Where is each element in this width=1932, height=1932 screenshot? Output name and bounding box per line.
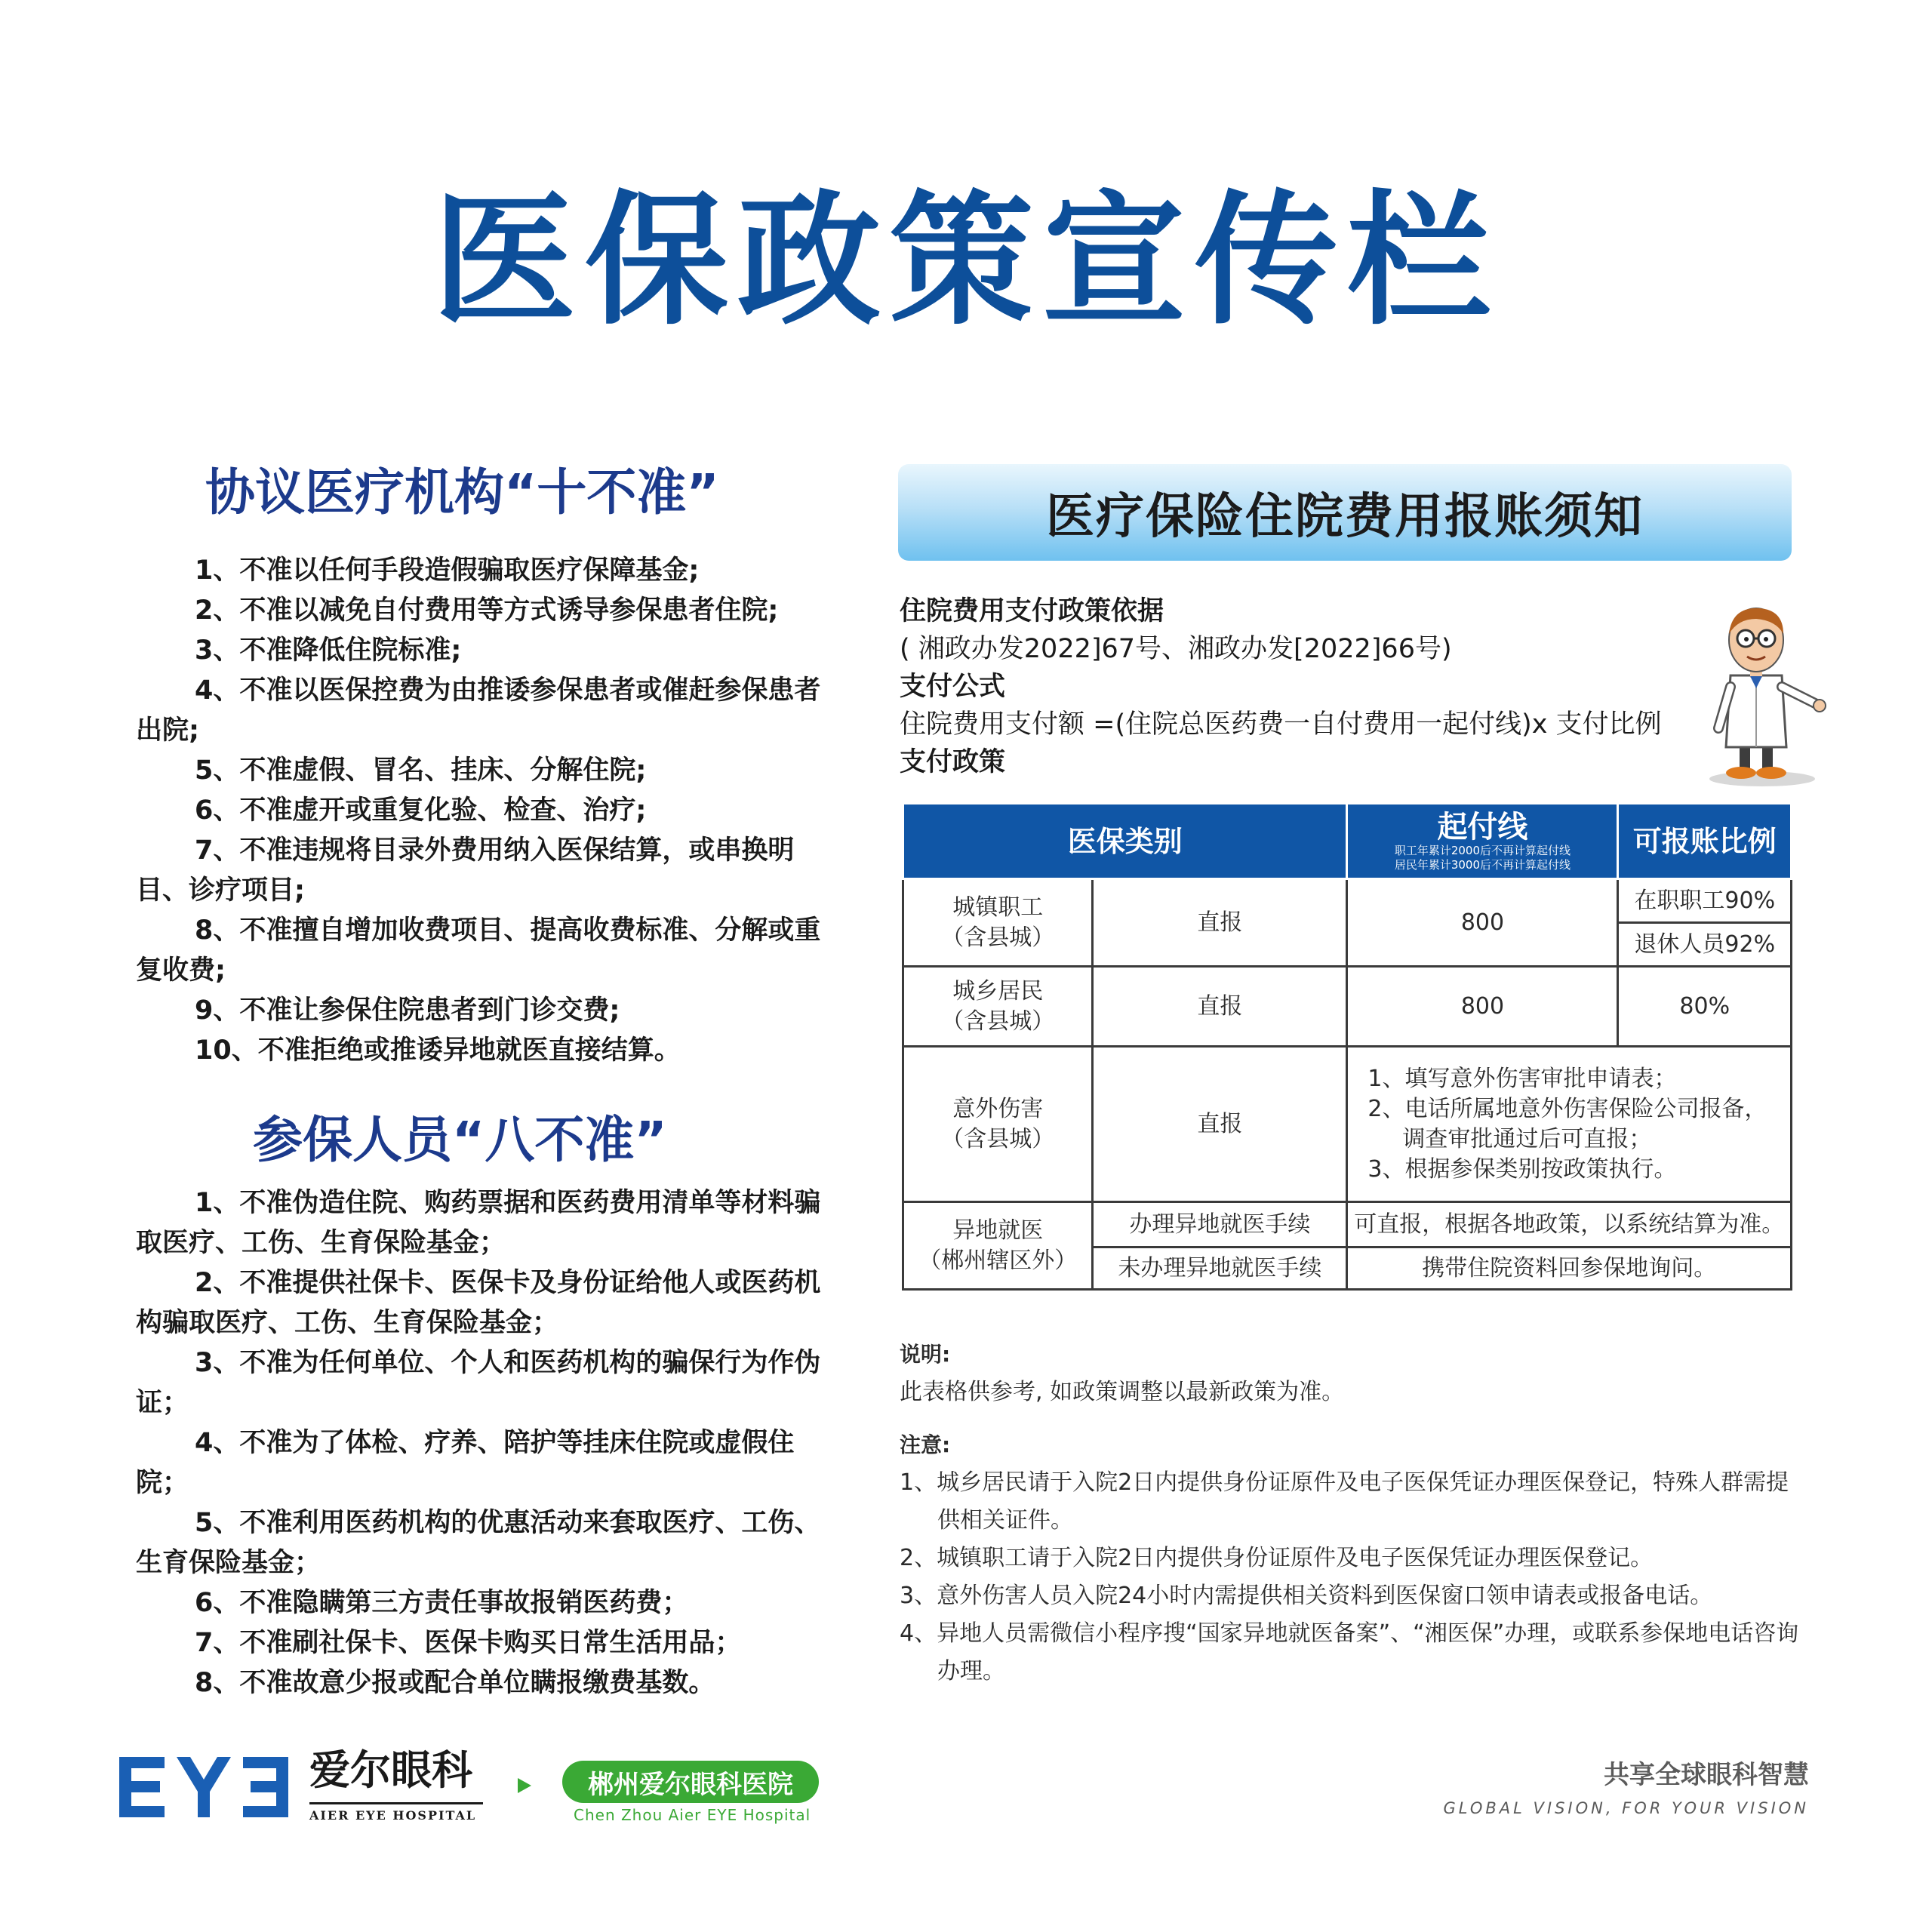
accident-step: 3、根据参保类别按政策执行。 <box>1367 1155 1677 1183</box>
offsite-not-done-result: 携带住院资料回参保地询问。 <box>1347 1247 1792 1290</box>
category-scope: （郴州辖区外） <box>918 1247 1078 1274</box>
brand-name-en: AIER EYE HOSPITAL <box>309 1808 477 1823</box>
category-name: 异地就医 <box>952 1217 1044 1244</box>
table-row <box>903 1202 1792 1247</box>
header-deductible-note2: 居民年累计3000后不再计算起付线 <box>1394 857 1571 872</box>
table-header-row <box>903 804 1792 879</box>
category-name: 意外伤害 <box>952 1095 1044 1122</box>
rule-item: 2、不准以减免自付费用等方式诱导参保患者住院; <box>195 595 779 626</box>
rule-item: 1、不准以任何手段造假骗取医疗保障基金; <box>195 555 700 586</box>
category-name: 城乡居民 <box>952 977 1044 1004</box>
policy-table <box>902 802 1792 1291</box>
policy-heading: 支付政策 <box>900 747 1006 777</box>
category-scope: （含县城） <box>941 1008 1055 1035</box>
table-row <box>903 967 1792 1047</box>
slogan-en: GLOBAL VISION, FOR YOUR VISION <box>1443 1799 1809 1817</box>
accident-step: 调查审批通过后可直报； <box>1402 1125 1652 1152</box>
accident-method: 直报 <box>1093 1047 1347 1202</box>
formula-heading: 支付公式 <box>900 672 1006 702</box>
section1-title: 协议医疗机构“十不准” <box>205 463 719 521</box>
attention-heading: 注意: <box>900 1432 951 1457</box>
explain-heading: 说明: <box>900 1342 951 1367</box>
offsite-done-result: 可直报，根据各地政策，以系统结算为准。 <box>1347 1202 1792 1247</box>
rule-item: 10、不准拒绝或推诿异地就医直接结算。 <box>195 1035 681 1066</box>
rule-item: 8、不准故意少报或配合单位瞒报缴费基数。 <box>195 1668 715 1698</box>
rule-item: 4、不准为了体检、疗养、陪护等挂床住院或虚假住院； <box>136 1428 795 1498</box>
section1-rule-list <box>136 551 838 1071</box>
hospital-name-pill: 郴州爱尔眼科医院 <box>562 1761 819 1803</box>
offsite-done: 办理异地就医手续 <box>1093 1202 1347 1247</box>
eye-logo-icon <box>119 1752 293 1822</box>
reimbursement-banner <box>898 464 1792 561</box>
urban-worker-category <box>903 879 1093 967</box>
page-title: 医保政策宣传栏 <box>432 176 1500 344</box>
basis-heading: 住院费用支付政策依据 <box>900 596 1164 626</box>
rule-item: 5、不准利用医药机构的优惠活动来套取医疗、工伤、生育保险基金； <box>136 1508 821 1578</box>
brand-name-cn: 爱尔眼科 <box>309 1746 472 1794</box>
rule-item: 7、不准违规将目录外费用纳入医保结算，或串换明目、诊疗项目; <box>136 835 795 906</box>
explain-text: 此表格供参考, 如政策调整以最新政策为准。 <box>900 1379 1345 1405</box>
note-item: 2、城镇职工请于入院2日内提供身份证原件及电子医保凭证办理医保登记。 <box>900 1545 1654 1571</box>
rule-item: 4、不准以医保控费为由推诿参保患者或催赶参保患者出院; <box>136 675 821 746</box>
doctor-illustration-icon <box>1687 604 1838 792</box>
slogan-cn: 共享全球眼科智慧 <box>1604 1760 1809 1790</box>
note-item: 1、城乡居民请于入院2日内提供身份证原件及电子医保凭证办理医保登记，特殊人群需提供相关证件。 <box>900 1469 1789 1534</box>
rule-item: 3、不准为任何单位、个人和医药机构的骗保行为作伪证； <box>136 1348 821 1418</box>
rule-item: 6、不准虚开或重复化验、检查、治疗; <box>195 795 647 826</box>
rule-item: 1、不准伪造住院、购药票据和医药费用清单等材料骗取医疗、工伤、生育保险基金； <box>136 1188 821 1258</box>
accident-steps <box>1347 1047 1792 1202</box>
accident-category <box>903 1047 1093 1202</box>
rule-item: 9、不准让参保住院患者到门诊交费; <box>195 995 620 1026</box>
banner-title: 医疗保险住院费用报账须知 <box>1046 489 1644 545</box>
rule-item: 5、不准虚假、冒名、挂床、分解住院; <box>195 755 647 786</box>
offsite-category <box>903 1202 1093 1290</box>
resident-ratio: 80% <box>1618 967 1792 1047</box>
resident-method: 直报 <box>1093 967 1347 1047</box>
rule-item: 8、不准擅自增加收费项目、提高收费标准、分解或重复收费; <box>136 915 821 986</box>
accident-step: 2、电话所属地意外伤害保险公司报备， <box>1367 1095 1767 1122</box>
category-scope: （含县城） <box>941 924 1055 951</box>
brand-divider <box>309 1802 483 1804</box>
header-deductible-note1: 职工年累计2000后不再计算起付线 <box>1394 843 1571 857</box>
header-ratio: 可报账比例 <box>1618 804 1792 879</box>
urban-worker-method: 直报 <box>1093 879 1347 967</box>
policy-basis <box>900 592 1715 781</box>
rule-item: 6、不准隐瞒第三方责任事故报销医药费； <box>195 1588 689 1618</box>
category-name: 城镇职工 <box>952 894 1044 921</box>
resident-deductible: 800 <box>1347 967 1618 1047</box>
category-scope: （含县城） <box>941 1125 1055 1152</box>
urban-worker-deductible: 800 <box>1347 879 1618 967</box>
rule-item: 2、不准提供社保卡、医保卡及身份证给他人或医药机构骗取医疗、工伤、生育保险基金； <box>136 1268 821 1338</box>
notes-block <box>900 1336 1805 1690</box>
ratio-retired: 退休人员92% <box>1618 923 1792 967</box>
note-item: 3、意外伤害人员入院24小时内需提供相关资料到医保窗口领申请表或报备电话。 <box>900 1583 1713 1609</box>
header-deductible-title: 起付线 <box>1437 809 1528 844</box>
offsite-not-done: 未办理异地就医手续 <box>1093 1247 1347 1290</box>
table-row <box>903 1047 1792 1202</box>
table-row <box>903 879 1792 923</box>
hospital-name-en: Chen Zhou Aier EYE Hospital <box>574 1806 811 1824</box>
note-item: 4、异地人员需微信小程序搜“国家异地就医备案”、“湘医保”办理，或联系参保地电话咨询办理。 <box>900 1620 1799 1684</box>
header-deductible <box>1347 804 1618 879</box>
basis-docs: ( 湘政办发2022]67号、湘政办发[2022]66号) <box>900 634 1452 664</box>
rule-item: 7、不准刷社保卡、医保卡购买日常生活用品； <box>195 1628 742 1658</box>
resident-category <box>903 967 1093 1047</box>
section2-title: 参保人员“八不准” <box>253 1111 667 1169</box>
arrow-right-icon <box>518 1778 531 1793</box>
payment-formula: 住院费用支付额 =(住院总医药费一自付费用一起付线)x 支付比例 <box>900 709 1662 740</box>
accident-step: 1、填写意外伤害审批申请表； <box>1367 1065 1677 1092</box>
header-category: 医保类别 <box>903 804 1347 879</box>
section2-rule-list <box>136 1183 838 1703</box>
ratio-employed: 在职职工90% <box>1618 879 1792 923</box>
rule-item: 3、不准降低住院标准; <box>195 635 462 666</box>
